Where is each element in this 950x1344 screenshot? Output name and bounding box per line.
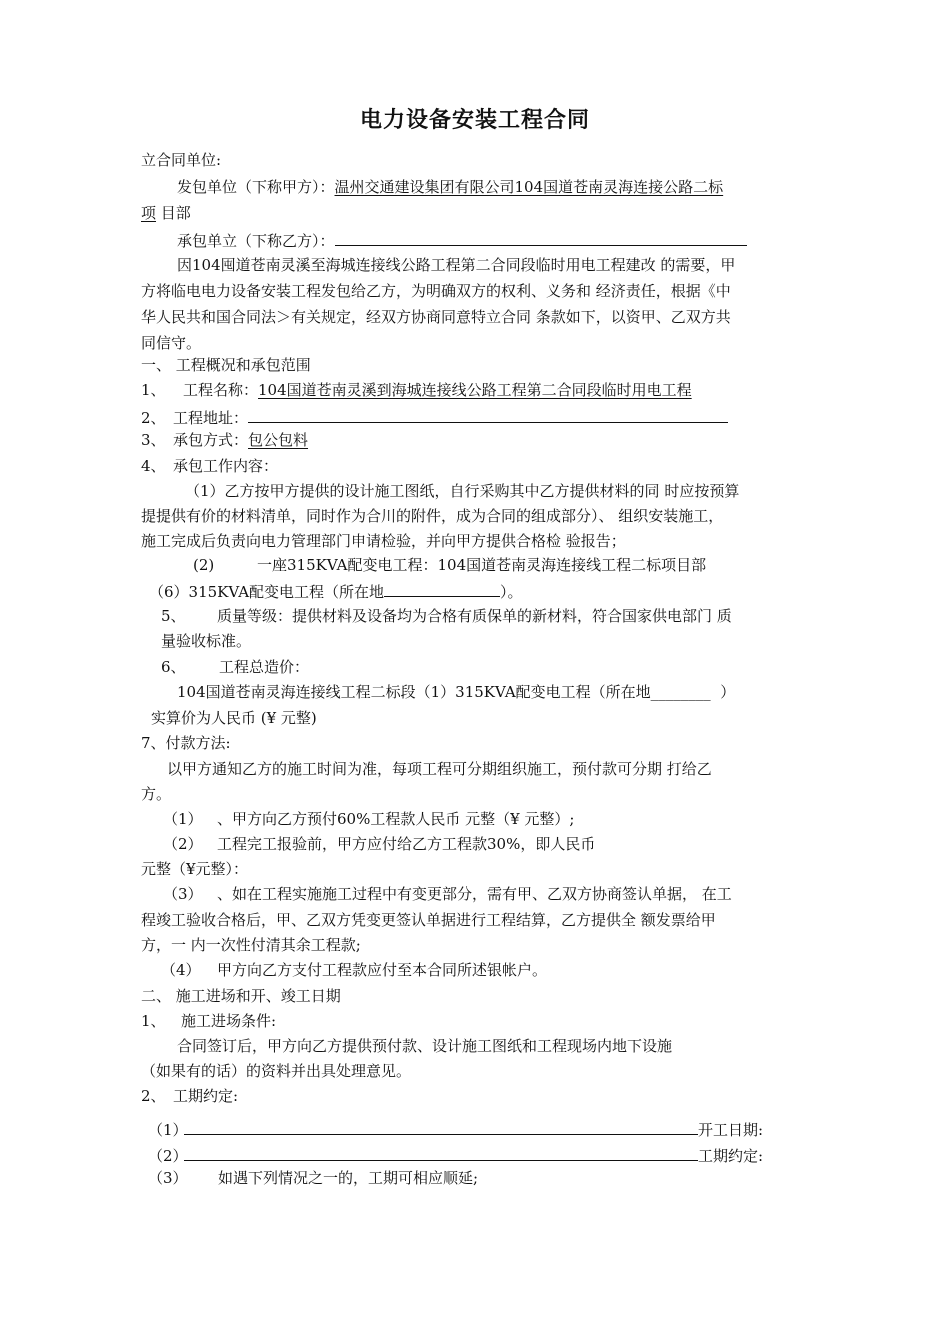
work-content-line: （1）乙方按甲方提供的设计施工图纸，自行采购其中乙方提供材料的同 时应按预算 [185, 482, 740, 500]
item-number: （4） [161, 961, 201, 979]
payment-text-cont: 元整（¥元整）： [141, 860, 249, 878]
item-number: 3、 [141, 431, 166, 449]
schedule-text: 如遇下列情况之一的，工期可相应顺延; [218, 1169, 479, 1187]
page-title: 电力设备安装工程合同 [359, 108, 590, 133]
parties-label: 立合同单位: [141, 151, 222, 169]
schedule-item-1 [148, 1118, 763, 1140]
location-blank [384, 580, 500, 597]
quality-text: 质量等级：提供材料及设备均为合格有质保单的新材料，符合国家供电部门 质 [217, 607, 732, 625]
total-price-line [177, 682, 735, 702]
item-number: （3） [148, 1169, 188, 1187]
site-entry-text: 合同签订后，甲方向乙方提供预付款、设计施工图纸和工程现场内地下设施 [177, 1037, 673, 1055]
work-content-line: 施工完成后负责向电力管理部门申请检验，并向甲方提供合格检 验报告； [141, 532, 626, 550]
project-name-value: 104国道苍南灵溪到海城连接线公路工程第二合同段临时用电工程 [258, 381, 692, 399]
schedule-item-3 [148, 1168, 478, 1188]
start-date-blank [184, 1118, 698, 1135]
section-heading: 7、付款方法: [141, 734, 231, 752]
item-quality [161, 606, 732, 626]
total-price-prefix: 104国道苍南灵海连接线工程二标段（1）315KVA配变电工程（所在地 [177, 683, 651, 701]
contract-mode-value: 包公包料 [248, 431, 309, 449]
item-number: 1、 [141, 1012, 166, 1030]
preamble-line: 同信守。 [141, 334, 202, 352]
item-number: 2、 [141, 409, 166, 427]
preamble-line: 方将临电电力设备安装工程发包给乙方，为明确双方的权利、义务和 经济责任，根据《中 [141, 282, 731, 300]
item-number: （1） [148, 1121, 188, 1139]
item-label: 施工进场条件: [181, 1012, 277, 1030]
item-schedule [141, 1086, 238, 1106]
total-price-suffix: ） [720, 683, 736, 701]
item-number: (2) [193, 556, 215, 574]
payment-intro-cont: 方。 [141, 785, 172, 803]
party-a-label: 发包单位（下称甲方）： [177, 178, 335, 196]
party-a-name: 温州交通建设集团有限公司104国道苍南灵海连接公路二标 [334, 178, 724, 196]
payment-text: 甲方向乙方支付工程款应付至本合同所述银帐户。 [217, 961, 548, 979]
total-price-blank: ________ [650, 683, 711, 701]
address-blank [248, 406, 728, 423]
party-a-line [177, 177, 723, 197]
payment-text: 、如在工程实施施工过程中有变更部分，需有甲、乙双方协商签认单据， 在工 [217, 885, 732, 903]
item-number: （3） [163, 885, 203, 903]
item-label: 承包工作内容： [173, 457, 279, 475]
item-label: 工程名称： [183, 381, 259, 399]
location-suffix: ）。 [500, 583, 523, 601]
payment-text: 、甲方向乙方预付60%工程款人民币 元整（¥ 元整）; [217, 810, 575, 828]
item-number: （1） [163, 810, 203, 828]
preamble-line: 因104囤道苍南灵溪至海城连接线公路工程第二合同段临时用电工程建改 的需要，甲 [177, 256, 736, 274]
payment-item-1 [163, 809, 574, 829]
item-number: （2） [163, 835, 203, 853]
item-label: 工程总造价： [219, 658, 310, 676]
payment-item-4 [161, 960, 547, 980]
party-b-blank [335, 229, 747, 246]
payment-item-2 [163, 834, 595, 854]
location-prefix: （6）315KVA配变电工程（所在地 [149, 583, 385, 601]
duration-label: 工期约定: [698, 1147, 764, 1165]
party-a-name-cont: 项 [141, 204, 157, 222]
item-number: 4、 [141, 457, 166, 475]
item-site-entry [141, 1011, 276, 1031]
payment-intro: 以甲方通知乙方的施工时间为准，每项工程可分期组织施工，预付款可分期 打给乙 [167, 760, 712, 778]
item-work-content [141, 456, 278, 476]
item-label: 承包方式： [173, 431, 249, 449]
section-heading: 一、 工程概况和承包范围 [141, 356, 311, 374]
work-content-item-6 [149, 580, 523, 602]
duration-blank [184, 1144, 698, 1161]
payment-text-cont: 方，一 内一次性付清其余工程款; [141, 936, 361, 954]
schedule-item-2 [148, 1144, 763, 1166]
payment-text-cont: 程竣工验收合格后，甲、乙双方凭变更签认单据进行工程结算，乙方提供全 额发票给甲 [141, 911, 716, 929]
quality-text-cont: 量验收标准。 [161, 632, 252, 650]
item-number: 5、 [161, 607, 186, 625]
item-label: 工期约定: [173, 1087, 239, 1105]
item-total-price [161, 657, 309, 677]
party-b-line [177, 229, 747, 251]
party-b-label: 承包单立（下称乙方）： [177, 232, 335, 250]
item-number: （2） [148, 1147, 188, 1165]
party-a-name-end: 目部 [160, 204, 191, 222]
payment-item-3 [163, 884, 732, 904]
start-date-label: 开工日期: [698, 1121, 764, 1139]
work-content-line: 提提供有价的材料清单，同时作为合川的附件，成为合同的组成部分）、 组织安装施工， [141, 507, 724, 525]
work-content-text: 一座315KVA配变电工程：104国道苍南灵海连接线工程二标项目部 [257, 556, 707, 574]
item-contract-mode [141, 430, 308, 450]
preamble-line: 华人民共和国合同法＞有关规定，经双方协商同意特立合同 条款如下，以资甲、乙双方共 [141, 308, 731, 326]
section-heading: 二、 施工进场和开、竣工日期 [141, 987, 341, 1005]
item-number: 2、 [141, 1087, 166, 1105]
item-number: 6、 [161, 658, 186, 676]
party-a-line-2 [141, 203, 191, 223]
item-label: 工程地址： [173, 409, 249, 427]
site-entry-text-cont: （如果有的话）的资料并出具处理意见。 [141, 1062, 412, 1080]
item-number: 1、 [141, 381, 166, 399]
payment-text: 工程完工报验前，甲方应付给乙方工程款30%，即人民币 [217, 835, 596, 853]
item-project-address [141, 406, 728, 428]
work-content-item-2 [193, 555, 706, 575]
total-price-amount: 实算价为人民币 (¥ 元整) [151, 709, 317, 727]
item-project-name [141, 380, 692, 400]
